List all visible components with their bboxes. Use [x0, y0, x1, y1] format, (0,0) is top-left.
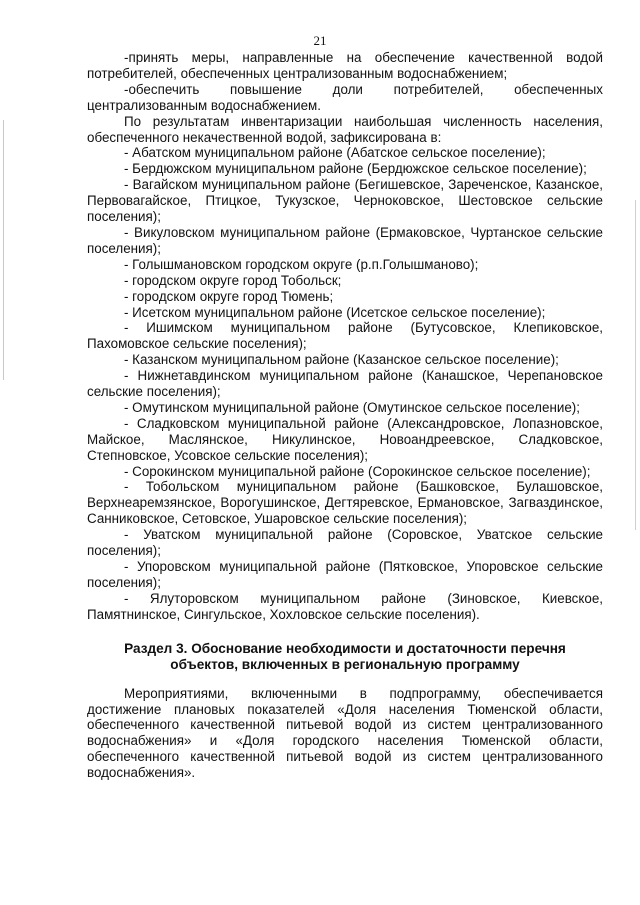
list-item: - Тобольском муниципальном районе (Башковское, Булашовское, Верхнеаремзянское, Ворогушинское, Дегтяревское, Ермановское, Загваздинское, Санниковское, Сетовское, Ушаровское сельские поселения); — [87, 479, 603, 527]
list-item: - Абатском муниципальном районе (Абатское сельское поселение); — [124, 145, 546, 161]
list-item: - Ялуторовском муниципальном районе (Зиновское, Киевское, Памятнинское, Сингульское, Хохловское сельские поселения). — [87, 590, 603, 622]
list-item: - Омутинском муниципальной районе (Омутинское сельское поселение); — [124, 399, 580, 415]
list-item: - Сладковском муниципальной районе (Александровское, Лопазновское, Майское, Маслянское, Никулинское, Новоандреевское, Сладковское, Степновское, Усовское сельские поселения); — [87, 415, 603, 463]
list-item: - Ишимском муниципальном районе (Бутусовское, Клепиковское, Пахомовское сельские поселения); — [87, 320, 603, 352]
list-item: - городском округе город Тюмень; — [124, 288, 334, 304]
list-item: - Исетском муниципальном районе (Исетское сельское поселение); — [124, 304, 546, 320]
list-item: - Вагайском муниципальном районе (Бегишевское, Зареченское, Казанское, Первовагайское, Птицкое, Тукузское, Черноковское, Шестовское сельские поселения); — [87, 177, 603, 225]
list-item: - Уватском муниципальной районе (Соровское, Уватское сельские поселения); — [87, 527, 603, 559]
list-item: - Викуловском муниципальном районе (Ермаковское, Чуртанское сельские поселения); — [87, 224, 603, 256]
list-item: - городском округе город Тобольск; — [124, 272, 342, 288]
list-item: - Голышмановском городском округе (р.п.Голышманово); — [124, 256, 479, 272]
scan-edge-right — [635, 200, 636, 530]
list-item: - Нижнетавдинском муниципальном районе (Канашское, Черепановское сельские поселения); — [87, 368, 603, 400]
section-heading-line-1: Раздел 3. Обоснование необходимости и достаточности перечня — [124, 640, 566, 656]
scan-edge-left — [3, 120, 4, 380]
section-body-paragraph: Мероприятиями, включенными в подпрограмму, обеспечивается достижение плановых показателей «Доля населения Тюменской области, обеспеченного качественной питьевой водой из систем централизованного водоснабжения» и «Доля городского населения Тюменской области, обеспеченного качественной питьевой водой из систем централизованного водоснабжения». — [87, 685, 603, 781]
section-heading-line-2: объектов, включенных в региональную программу — [170, 657, 520, 673]
list-item: - Упоровском муниципальной районе (Пятковское, Упоровское сельские поселения); — [87, 559, 603, 590]
district-list — [87, 145, 603, 622]
document-body — [87, 50, 603, 781]
intro-paragraph-1: -принять меры, направленные на обеспечение качественной водой потребителей, обеспеченных централизованным водоснабжением; — [87, 50, 603, 81]
list-item: - Казанском муниципальном районе (Казанское сельское поселение); — [124, 352, 559, 368]
intro-paragraph-2: -обеспечить повышение доли потребителей, обеспеченных централизованным водоснабжением. — [87, 81, 603, 113]
list-item: - Сорокинском муниципальной районе (Сорокинское сельское поселение); — [124, 463, 591, 479]
section-heading — [87, 641, 603, 674]
page-number: 21 — [313, 33, 327, 48]
list-item: - Бердюжском муниципальном районе (Бердюжское сельское поселение); — [124, 161, 587, 177]
intro-paragraph-3: По результатам инвентаризации наибольшая численность населения, обеспеченного некачественной водой, зафиксирована в: — [87, 113, 603, 145]
